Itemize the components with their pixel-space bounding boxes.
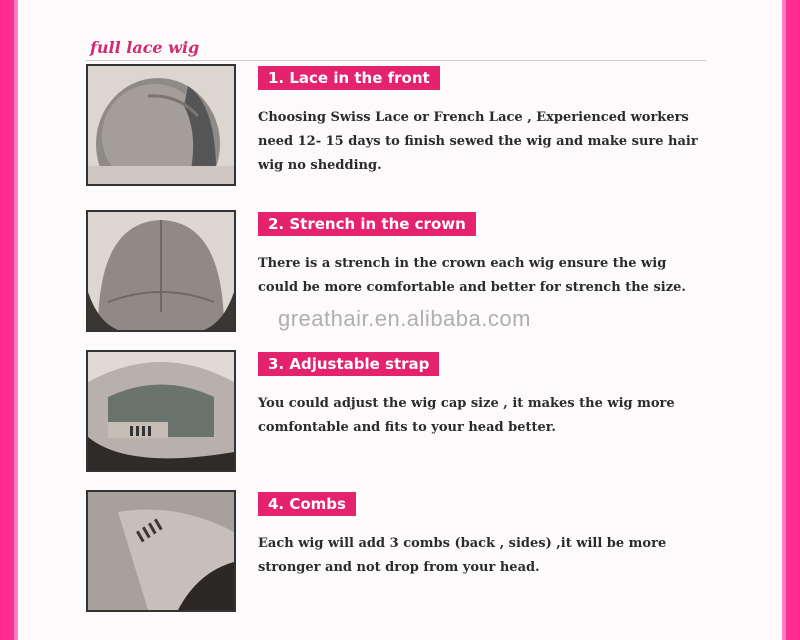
left-pink-border [0, 0, 18, 640]
wig-strap-photo [86, 350, 236, 472]
right-pink-border [782, 0, 800, 640]
wig-lace-front-photo [86, 64, 236, 186]
feature-description: Choosing Swiss Lace or French Lace , Experienced workers need 12- 15 days to finish sewed the wig and make sure hair wig no shedding. [258, 110, 698, 173]
feature-heading: 3. Adjustable strap [258, 352, 439, 376]
wig-crown-photo [86, 210, 236, 332]
title-divider [86, 60, 706, 61]
feature-heading: 2. Strench in the crown [258, 212, 476, 236]
feature-heading: 1. Lace in the front [258, 66, 440, 90]
watermark-text: greathair.en.alibaba.com [278, 306, 531, 331]
page-title: full lace wig [90, 38, 200, 57]
feature-item-strap [86, 350, 726, 474]
feature-heading: 4. Combs [258, 492, 356, 516]
feature-description: You could adjust the wig cap size , it makes the wig more comfontable and fits to your head better. [258, 396, 675, 435]
feature-item-lace-front [86, 64, 726, 188]
feature-item-combs [86, 490, 726, 614]
info-panel [18, 0, 782, 640]
wig-combs-photo [86, 490, 236, 612]
feature-description: There is a strench in the crown each wig ensure the wig could be more comfortable and better for strench the size. [258, 256, 686, 295]
feature-description: Each wig will add 3 combs (back , sides) ,it will be more stronger and not drop from your head. [258, 536, 667, 575]
